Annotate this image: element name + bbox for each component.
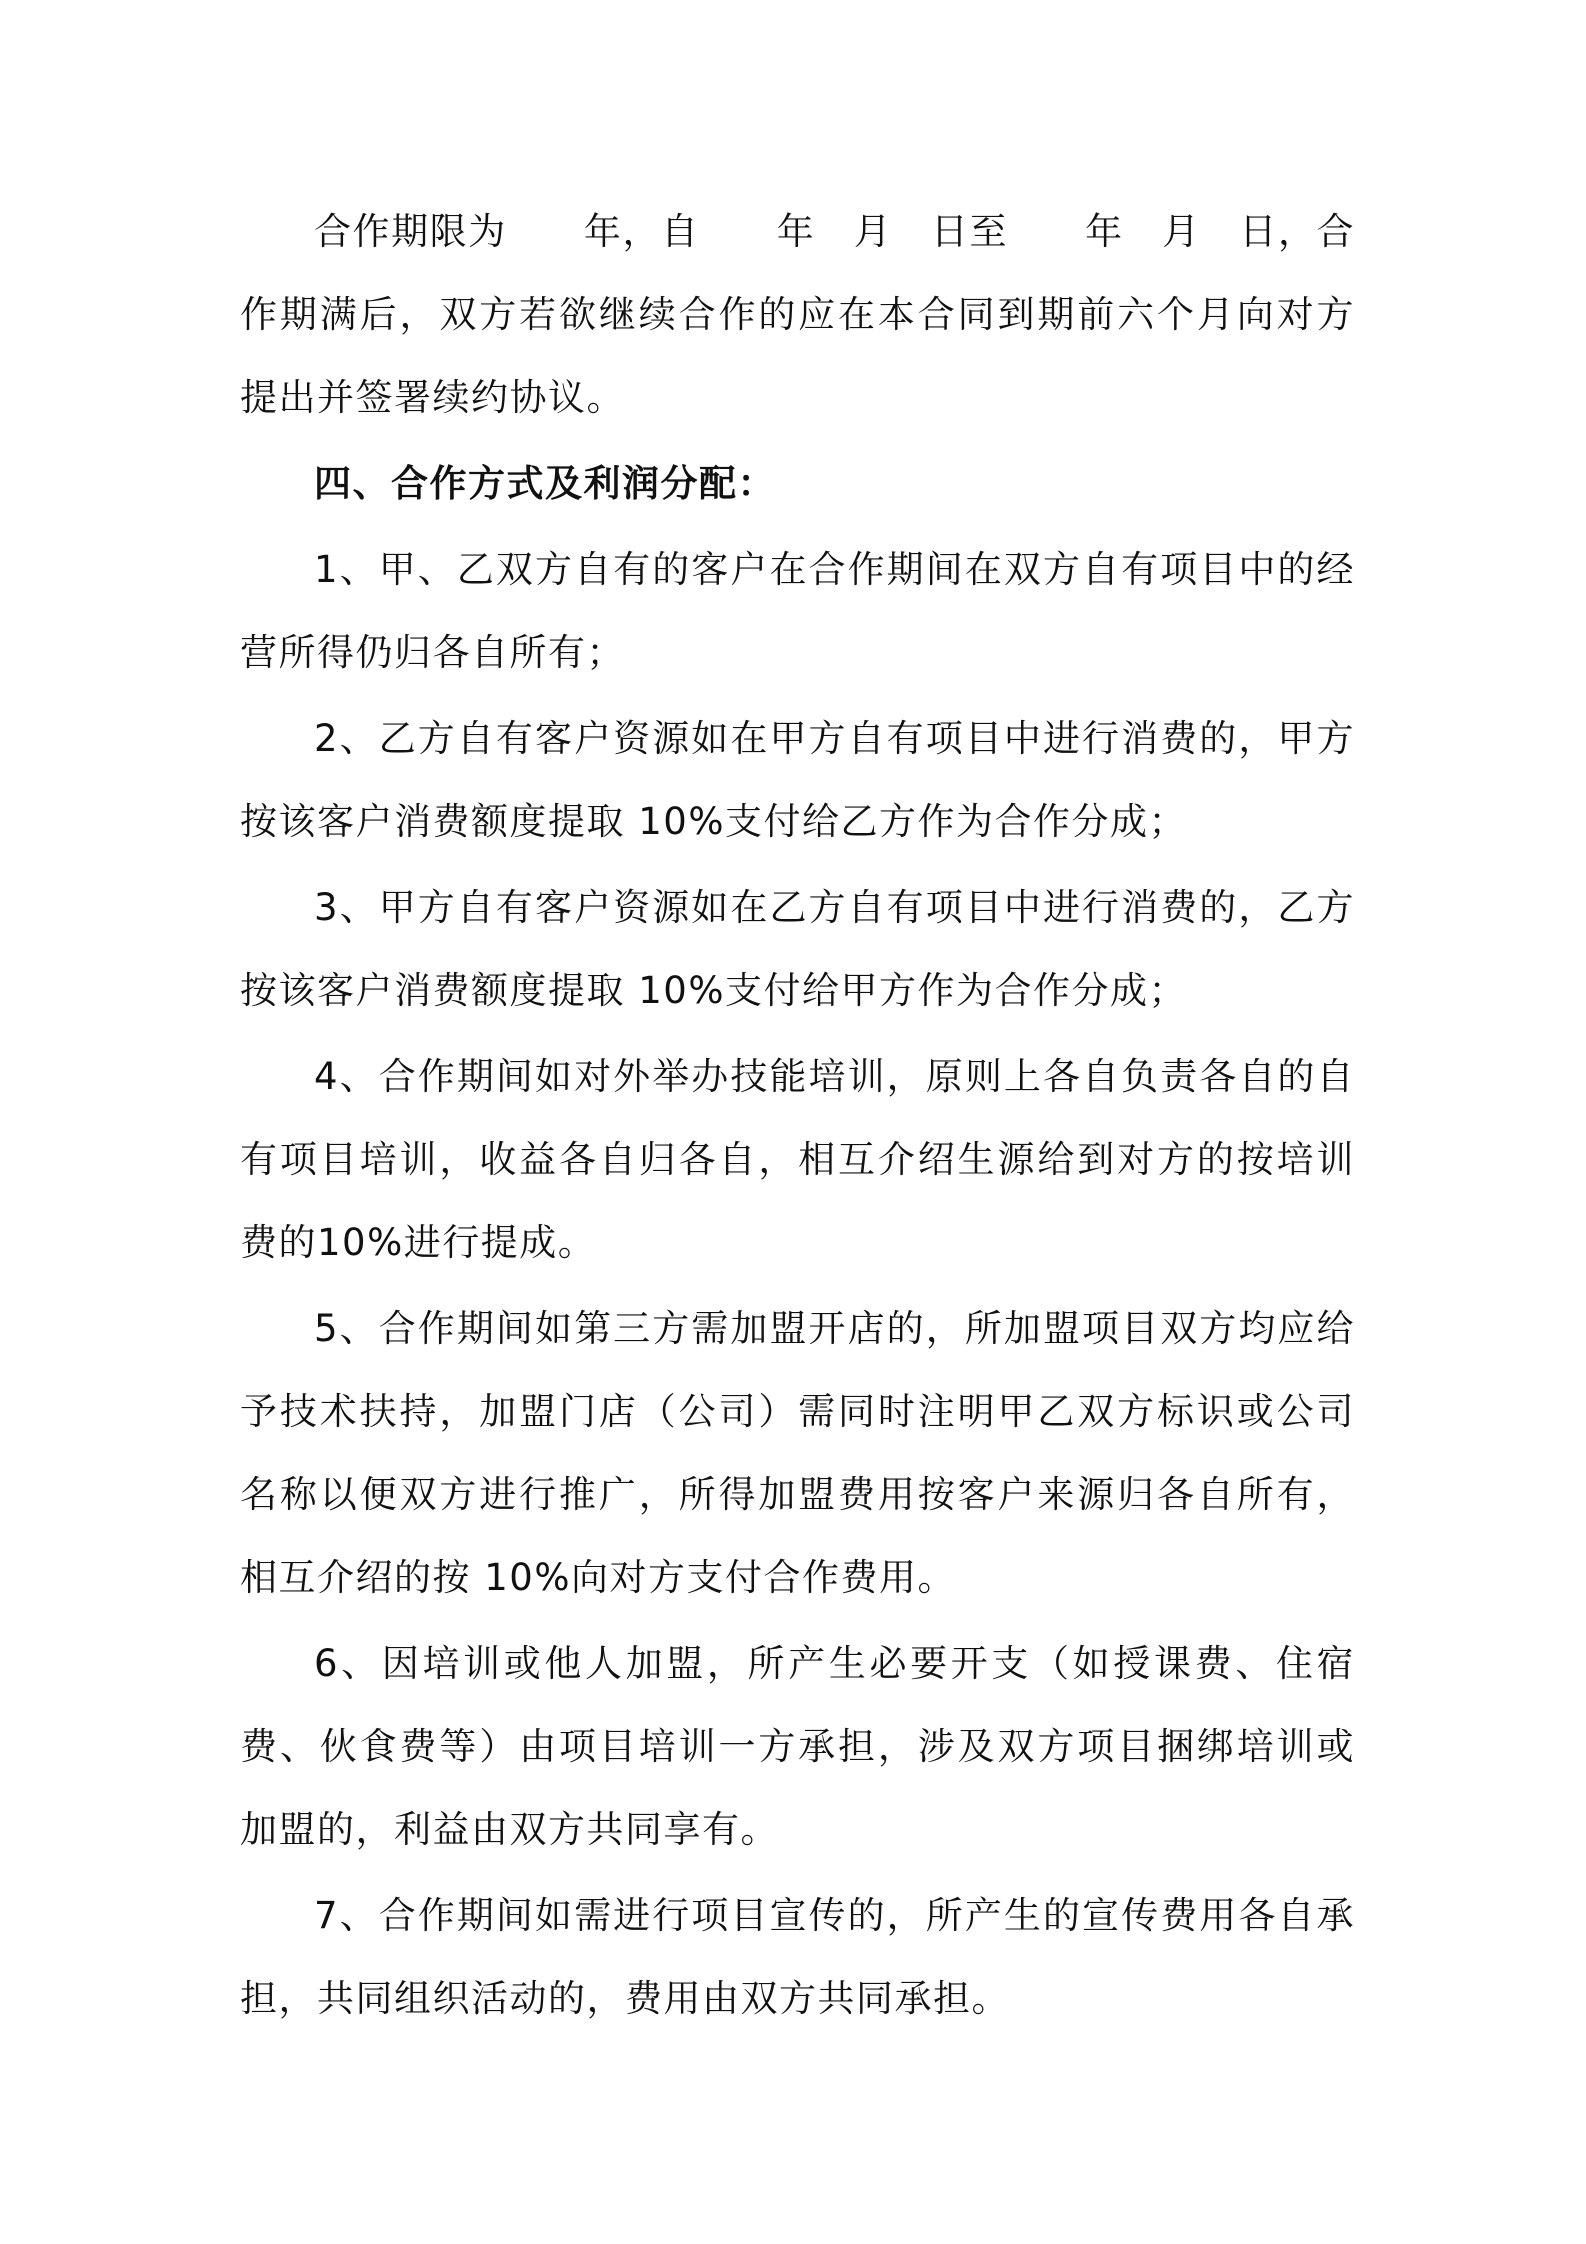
paragraph-clause-7: 7、合作期间如需进行项目宣传的，所产生的宣传费用各自承担，共同组织活动的，费用由双方共同承担。 xyxy=(240,1894,1355,2020)
paragraph-clause-4: 4、合作期间如对外举办技能培训，原则上各自负责各自的自有项目培训，收益各自归各自，相互介绍生源给到对方的按培训费的10%进行提成。 xyxy=(240,1055,1355,1264)
paragraph-clause-2: 2、乙方自有客户资源如在甲方自有项目中进行消费的，甲方按该客户消费额度提取 10%支付给乙方作为合作分成； xyxy=(240,717,1355,843)
paragraph-clause-5: 5、合作期间如第三方需加盟开店的，所加盟项目双方均应给予技术扶持，加盟门店（公司）需同时注明甲乙双方标识或公司名称以便双方进行推广，所得加盟费用按客户来源归各自所有，相互介绍的按 10%向对方支付合作费用。 xyxy=(240,1307,1355,1599)
paragraph-clause-3: 3、甲方自有客户资源如在乙方自有项目中进行消费的，乙方按该客户消费额度提取 10%支付给甲方作为合作分成； xyxy=(240,886,1355,1012)
paragraph-clause-6: 6、因培训或他人加盟，所产生必要开支（如授课费、住宿费、伙食费等）由项目培训一方承担，涉及双方项目捆绑培训或加盟的，利益由双方共同享有。 xyxy=(240,1642,1355,1851)
section-heading-cooperation-profit: 四、合作方式及利润分配： xyxy=(314,462,776,505)
paragraph-term: 合作期限为 年，自 年 月 日至 年 月 日，合作期满后，双方若欲继续合作的应在本合同到期前六个月向对方提出并签署续约协议。 xyxy=(240,210,1355,419)
paragraph-clause-1: 1、甲、乙双方自有的客户在合作期间在双方自有项目中的经营所得仍归各自所有； xyxy=(240,548,1355,674)
document-body xyxy=(240,190,1355,2043)
